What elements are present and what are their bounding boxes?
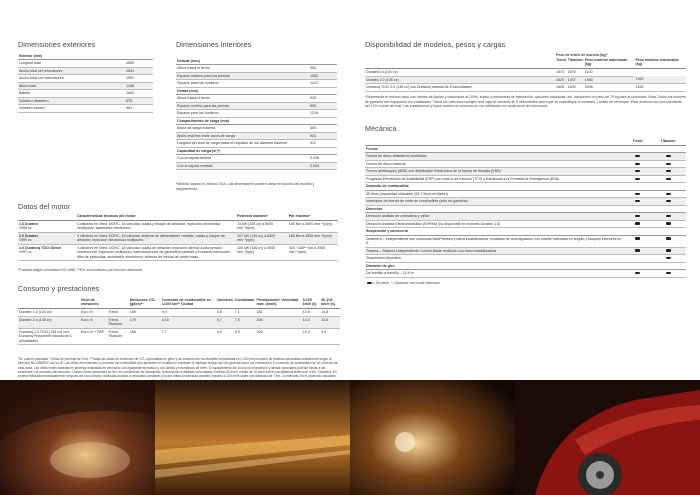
feature-name: Programa Electrónico de Estabilidad (ESP) con control de tracción (TCS) y Asistencia a la Frenada de Emergencia (EBA) (365, 175, 625, 182)
photo-city-night (155, 380, 350, 495)
table-row (365, 69, 686, 76)
table-cell-label: Voladizo trasero (18, 105, 125, 112)
table-cell-value: 1520 (555, 76, 567, 83)
table-cell-value: 156 (129, 328, 161, 344)
standard-dot-icon (635, 170, 640, 172)
table-cell-label: Longitud del área de carga hasta el respaldo de los asientos traseros (176, 140, 309, 147)
photo-headlight (0, 380, 155, 495)
table-header: Potencia máxima* (236, 213, 288, 220)
engine-power: 107 kW (145 cv) a 6000 min⁻¹(rpm) (236, 232, 288, 244)
table-header: Trend (555, 57, 567, 69)
table-cell-value: 7.7 (161, 328, 216, 344)
table-header (18, 213, 76, 220)
table-row (365, 228, 686, 235)
table-subheader: Capacidad de carga (m³)* (176, 147, 337, 154)
table-cell-value: 5.8 (216, 309, 234, 316)
table-row (365, 247, 686, 254)
table-cell-value: 1608 (555, 84, 567, 91)
table-cell-label: Longitud total (18, 60, 125, 67)
table-cell-label: Ancho total con retrovisores (18, 75, 125, 82)
table-cell-label: Ancho total sin retrovisores (18, 67, 125, 74)
table-row (18, 90, 153, 97)
table-row (365, 183, 686, 190)
table-cell-value: 912 (309, 140, 337, 147)
table-header: Combinado (234, 297, 256, 309)
table-header: Peso máximo remolcable (kg) (634, 57, 686, 69)
model-name: Duratec 1.6 (100 cv) (18, 309, 80, 316)
availability-cell (625, 213, 650, 220)
table-row (176, 140, 337, 147)
table-row (176, 87, 337, 94)
model-name: Duratorq 2.0 TDCi (136 cv) con Duratorq Powershift manual de 6 velocidades (18, 328, 80, 344)
availability-cell (625, 190, 650, 197)
feature-name: Trasera – Sistema Independiente Control Blade multi-link con barra estabilizadora (365, 247, 625, 254)
table-row (176, 65, 337, 72)
table-cell-label: Espacio máximo para las piernas (176, 72, 309, 79)
table-cell-label: Batalla (18, 90, 125, 97)
table-cell-label: Altura total (18, 82, 125, 89)
feature-name: Frenos de disco delanteros ventilados (365, 153, 625, 160)
table-row (176, 72, 337, 79)
table-header: Peso máximo autorizado (kg) (584, 57, 635, 69)
group-header: Dirección (365, 205, 686, 212)
table-cell-value: 2045 (584, 84, 635, 91)
table-cell-value: 994 (125, 105, 153, 112)
table-cell-value: 1100 (584, 69, 635, 76)
availability-cell (650, 190, 686, 197)
table-row (365, 168, 686, 175)
standard-dot-icon (666, 163, 671, 165)
availability-cell (625, 153, 650, 160)
standard-dot-icon (666, 178, 671, 180)
table-header: Carretera (216, 297, 234, 309)
table-row (18, 232, 338, 244)
group-header: Diámetro de giro (365, 262, 686, 269)
table-cell-value: 5.9 (234, 328, 256, 344)
disp-htop: Peso de orden de marcha (kg)* (556, 53, 608, 57)
table-cell-value: 9.4 (320, 328, 340, 344)
table-cell-value: Euro IV + FAP (80, 328, 107, 344)
table-row (365, 205, 686, 212)
table-header: Emisiones CO₂ (g/km)** (129, 297, 161, 309)
standard-dot-icon (367, 282, 372, 284)
table-cell-label: Ancho máximo entre arcos de carga (176, 132, 309, 139)
table-header: Par máximo* (288, 213, 338, 220)
table-cell-value: Trend, Titanium (107, 316, 129, 328)
mec-table (365, 138, 686, 278)
mec-legend (367, 281, 440, 286)
table-cell-value: 9.4 (161, 309, 216, 316)
int-table (176, 58, 337, 170)
engine-torque: 150 Nm a 4000 min⁻¹(rpm) (288, 220, 338, 232)
engine-name (18, 244, 76, 260)
availability-cell (625, 198, 650, 205)
feature-name: Delantera – Independiente con columnas MacPherson y barra estabilizadora, unidades de amortiguación con muelle helicoidal en ángulo y bloques inferiores en A (365, 235, 625, 247)
engine-displacement: 1999 cc (19, 238, 32, 243)
feature-name: 55 litros (capacidad utilizable) (52.7 litros en diesel) (365, 190, 625, 197)
consumo-table (18, 297, 340, 345)
table-row (18, 75, 153, 82)
table-row (176, 95, 337, 102)
engine-model: 1.6 Duratec (19, 221, 39, 226)
engine-name (18, 232, 76, 244)
table-row (18, 60, 153, 67)
table-cell-value: 205 (256, 328, 302, 344)
availability-cell (650, 175, 686, 182)
table-cell-value: 1450 (634, 84, 686, 91)
table-header (365, 57, 555, 69)
table-cell-value: 182 (256, 309, 302, 316)
table-header: Titanium (567, 57, 584, 69)
table-cell-value: 875 (125, 97, 153, 104)
availability-cell (625, 255, 650, 262)
table-row (18, 244, 338, 260)
table-header: 50-100 km/h (s) (320, 297, 340, 309)
engine-model: 2.0 Duratec (19, 233, 39, 238)
table-cell-value: Euro IV (80, 309, 107, 316)
table-cell-value: 1547 (567, 76, 584, 83)
table-cell-value: 1870 (567, 69, 584, 76)
table-cell-value: 1950 (584, 76, 635, 83)
int-title: Dimensiones interiores (176, 40, 252, 49)
int-note: *Medido usando el método VDA. Las dimensiones pueden variar en función del modelo y equipamiento. (176, 182, 315, 191)
table-cell-value: 0.534 (309, 162, 337, 169)
table-cell-value: 10.3 (302, 316, 321, 328)
table-cell-value: 924 (309, 132, 337, 139)
table-cell-label: Espacio para los hombros (176, 80, 309, 87)
table-row (365, 76, 686, 83)
availability-cell (625, 235, 650, 247)
table-row (176, 155, 337, 162)
standard-dot-icon (635, 178, 640, 180)
consumo-note: *En cuanto velocidad. *Cifras de pruebas de Ford. **Todas las cifras de emisiones de CO₂ expresadas en g/km y de consumo de combustible expresadas en L/100 km proceden de pruebas aprobadas oficialmente según la directiva 80/1268/EEC de la UE. Las cifras de emisiones y consumo de combustible que aparecen en la tabla no expresan ni implican ningún tipo de garantía sobre las emisiones o el consumo de combustible de un vehículo de esta clase. Las cifras están basadas en pruebas realizadas en vehículos con equipamiento básico y con llantas y neumáticos de serie. El equipamiento así como los neumáticos y llantas opcionales podrían elevar a las emisiones y al consumo del vehículo. Ciudad: Motor arrancado en frío, en condiciones de laboratorio; funcionando a distintas velocidades, máximo 50 km/h, media de 19 km/h sobre una distancia teórica de 4 km. Carretera: En prueba realizada inmediatamente después del ciclo urbano, realizada la mitad a velocidad constante y la otra mitad a velocidad variable, máximo a 120 km/h sobre una distancia de 7 km. Combinado: Es el promedio calculado (18, 357, 338, 379)
table-cell-value: 1473 (555, 69, 567, 76)
table-cell-value: 1630 (567, 84, 584, 91)
table-row (365, 57, 686, 69)
standard-dot-icon (635, 237, 640, 239)
optional-dot-icon (666, 257, 671, 259)
availability-cell (650, 220, 686, 227)
table-cell-label: Altura hasta el techo (176, 65, 309, 72)
table-row (176, 147, 337, 154)
disp-table (365, 57, 686, 92)
engine-description: 4 cilindros en línea; DOHC, 16 válvulas; sistema de alimentación variable; culata y bloque de aleación; inyección electrónica multipunto (76, 232, 236, 244)
table-row (365, 160, 686, 167)
feature-name: Frenos antibloqueo (ABS) con distribución Electrónica de la fuerza de frenada (EBD) (365, 168, 625, 175)
table-header: Trend (625, 138, 650, 145)
table-cell-value: 7.1 (234, 309, 256, 316)
feature-name: Frenos de disco traseros (365, 160, 625, 167)
table-cell-value: 1350 (634, 76, 686, 83)
feature-name: De bordillo a bordillo – 10.9 m (365, 270, 625, 277)
table-row (365, 235, 686, 247)
mec-title: Mecánica (365, 124, 397, 133)
ext-header: Exterior (mm) (18, 53, 153, 60)
availability-cell (650, 255, 686, 262)
table-cell-value: 14.8 (320, 309, 340, 316)
availability-cell (625, 247, 650, 254)
table-cell-label: Espacio mínimo para las piernas (176, 102, 309, 109)
motor-table (18, 213, 338, 261)
table-row (176, 80, 337, 87)
table-row (365, 153, 686, 160)
engine-displacement: 1997 cc (19, 250, 32, 255)
table-row (18, 328, 340, 344)
table-row (365, 138, 686, 145)
motor-note: *Probado según normativa ISO 1585. **Par momentáneo con función overboost. (18, 268, 143, 272)
table-cell-value: 1218 (309, 110, 337, 117)
table-row (176, 125, 337, 132)
model-name: Duratec 2.0 (145 cv) (18, 316, 80, 328)
table-row (18, 97, 153, 104)
table-row (365, 213, 686, 220)
standard-dot-icon (666, 193, 671, 195)
table-cell-value: 10.3 (302, 328, 321, 344)
table-cell-value: 1083 (309, 72, 337, 79)
availability-cell (650, 153, 686, 160)
model-name: Duratec1.6 (100 cv) (365, 69, 555, 76)
table-cell-value: 1412 (309, 80, 337, 87)
table-row (365, 198, 686, 205)
table-cell-value: 554 (309, 125, 337, 132)
table-subheader: Compartimento de carga (mm) (176, 117, 337, 124)
table-row (176, 58, 337, 65)
table-row (18, 105, 153, 112)
table-row (176, 117, 337, 124)
availability-cell (625, 220, 650, 227)
table-cell-value: 965 (309, 65, 337, 72)
table-row (365, 175, 686, 182)
table-cell-label: Con la capota abierta (176, 155, 309, 162)
table-cell-value: Euro IV (80, 316, 107, 328)
table-header: Titanium (650, 138, 686, 145)
standard-dot-icon (666, 222, 671, 224)
engine-description: 4 cilindros en línea; DOHC, 16 válvulas, culata de aleación; inyección directa a alta presión, common-rail; inyección multipunto; turbocompresor de geometría variable y Duratorq intercooler; filtro de partículas; acelerador electrónico; sistema de inercia de doble masa (76, 244, 236, 260)
table-cell-label: Con la capota cerrada (176, 162, 309, 169)
standard-dot-icon (635, 155, 640, 157)
table-row (176, 102, 337, 109)
table-header (107, 297, 129, 309)
feature-name: Suspensión deportiva (365, 255, 625, 262)
mec-legend-text: = De serie, = Opcional, con coste adicional (372, 281, 440, 285)
table-cell-label: Espacio para los hombros (176, 110, 309, 117)
table-row (18, 220, 338, 232)
table-row (176, 132, 337, 139)
table-header: 0-100 km/h (s) (302, 297, 321, 309)
table-cell-value: 4.9 (216, 328, 234, 344)
standard-dot-icon (666, 200, 671, 202)
table-row (18, 316, 340, 328)
availability-cell (625, 270, 650, 277)
table-cell-value: 7.5 (234, 316, 256, 328)
table-cell-value: Trend, Titanium (107, 328, 129, 344)
engine-torque: 320 / 340** Nm a 2000 min⁻¹(rpm) (288, 244, 338, 260)
table-cell-value: 1448 (125, 82, 153, 89)
table-cell-value: 1991 (125, 75, 153, 82)
disp-title: Disponibilidad de modelos, pesos y cargas (365, 40, 506, 49)
table-cell-value: 5.7 (216, 316, 234, 328)
table-cell-label: Altura hasta el techo (176, 95, 309, 102)
consumo-title: Consumo y prestaciones (18, 284, 100, 293)
engine-model: 2.0 Duratorq TDCi Diesel (19, 245, 62, 250)
table-row (18, 82, 153, 89)
table-row (365, 262, 686, 269)
feature-name: Dirección asistida de cremallera y piñón (365, 213, 625, 220)
engine-power: 100 kW (136 cv) a 4000 min⁻¹(rpm) (236, 244, 288, 260)
availability-cell (625, 168, 650, 175)
table-row (365, 270, 686, 277)
table-header: Características técnicas del motor (76, 213, 236, 220)
model-name: Duratec 2.0 (145 cv) (365, 76, 555, 83)
standard-dot-icon (635, 222, 640, 224)
availability-cell (650, 270, 686, 277)
ext-table (18, 53, 153, 113)
standard-dot-icon (635, 163, 640, 165)
feature-name: Dirección Asistida Electrohidráulica (EHPAS) (no disponible en motores Duratec 1.6) (365, 220, 625, 227)
motor-title: Datos del motor (18, 202, 71, 211)
standard-dot-icon (635, 215, 640, 217)
table-cell-value: 169 (129, 309, 161, 316)
table-row (18, 297, 340, 309)
availability-cell (650, 247, 686, 254)
group-header: Depósito de combustible (365, 183, 686, 190)
group-header: Frenos (365, 145, 686, 152)
table-row (365, 220, 686, 227)
engine-name (18, 220, 76, 232)
table-cell-value: 13.6 (320, 316, 340, 328)
table-cell-value: 13.6 (302, 309, 321, 316)
table-subheader: Detrás (mm) (176, 87, 337, 94)
table-header (18, 297, 80, 309)
table-cell-value: 10.8 (161, 316, 216, 328)
table-row (176, 162, 337, 169)
table-cell-label: Altura de carga máxima (176, 125, 309, 132)
standard-dot-icon (666, 237, 671, 239)
photo-taillights (350, 380, 515, 495)
model-name: Duratorq TDCi 2.0 (136 cv) con Duratorq manual de 6 velocidades (365, 84, 555, 91)
table-cell-value: 1834 (125, 67, 153, 74)
standard-dot-icon (666, 170, 671, 172)
table-header: Nivel de emisiones (80, 297, 107, 309)
availability-cell (650, 198, 686, 205)
engine-displacement: 1596 cc (19, 226, 32, 231)
table-row (365, 84, 686, 91)
group-header: Suspensión y carrocería (365, 228, 686, 235)
table-row (18, 213, 338, 220)
standard-dot-icon (666, 155, 671, 157)
table-cell-value: 179 (129, 316, 161, 328)
ext-title: Dimensiones exteriores (18, 40, 96, 49)
standard-dot-icon (635, 249, 640, 251)
table-cell-value: Trend (107, 309, 129, 316)
availability-cell (650, 168, 686, 175)
table-header: Consumo de combustible en L/100 km** Ciudad (161, 297, 216, 309)
standard-dot-icon (635, 200, 640, 202)
availability-cell (650, 235, 686, 247)
engine-description: 4 cilindros en línea; DOHC, 16 válvulas; culata y bloque de aleación; inyección electrónica multipunto; acelerador electrónico (76, 220, 236, 232)
engine-power: 74 kW (100 cv) a 6000 min⁻¹(rpm) (236, 220, 288, 232)
standard-dot-icon (666, 215, 671, 217)
table-row (18, 67, 153, 74)
engine-torque: 185 Nm a 4500 min⁻¹(rpm) (288, 232, 338, 244)
standard-dot-icon (635, 272, 640, 274)
table-cell-value: 208 (256, 316, 302, 328)
standard-dot-icon (666, 272, 671, 274)
availability-cell (650, 160, 686, 167)
table-cell-value: 2640 (125, 90, 153, 97)
table-cell-value: 4559 (125, 60, 153, 67)
table-cell-value: 805 (309, 102, 337, 109)
table-header (365, 138, 625, 145)
table-cell-value: 925 (309, 95, 337, 102)
availability-cell (650, 213, 686, 220)
availability-cell (625, 160, 650, 167)
table-subheader: Delante (mm) (176, 58, 337, 65)
table-row (365, 190, 686, 197)
table-row (365, 145, 686, 152)
table-cell-label: Voladizo delantero (18, 97, 125, 104)
table-row (365, 255, 686, 262)
availability-cell (625, 175, 650, 182)
disp-note: *Representa el mínimo peso con niveles de líquido y carburante al 100%, sujeto a tolerancias de fabricación, opciones instaladas, etc. incluyendo un peso de 75 kg para el conductor. Nota: Todos los motores de gasolina van equipados con catalizador. Todos los vehículos incluyen una caja de cambios de 5 velocidades salvo que se especifique lo contrario. Límites de remolque: Para arrancar con una pendiente del 12% a nivel del mar. Las prestaciones y bajos niveles de consumo se ven afectados en condiciones de remolcado. (365, 95, 686, 109)
photo-red-car (515, 380, 700, 495)
standard-dot-icon (666, 249, 671, 251)
table-header: Prestaciones* Velocidad máx. (km/h) (256, 297, 302, 309)
table-cell-value: 0.248 (309, 155, 337, 162)
standard-dot-icon (635, 193, 640, 195)
table-row (18, 309, 340, 316)
feature-name: Interruptor de inercia de corte de combustible (sólo en gasolina) (365, 198, 625, 205)
table-row (176, 110, 337, 117)
